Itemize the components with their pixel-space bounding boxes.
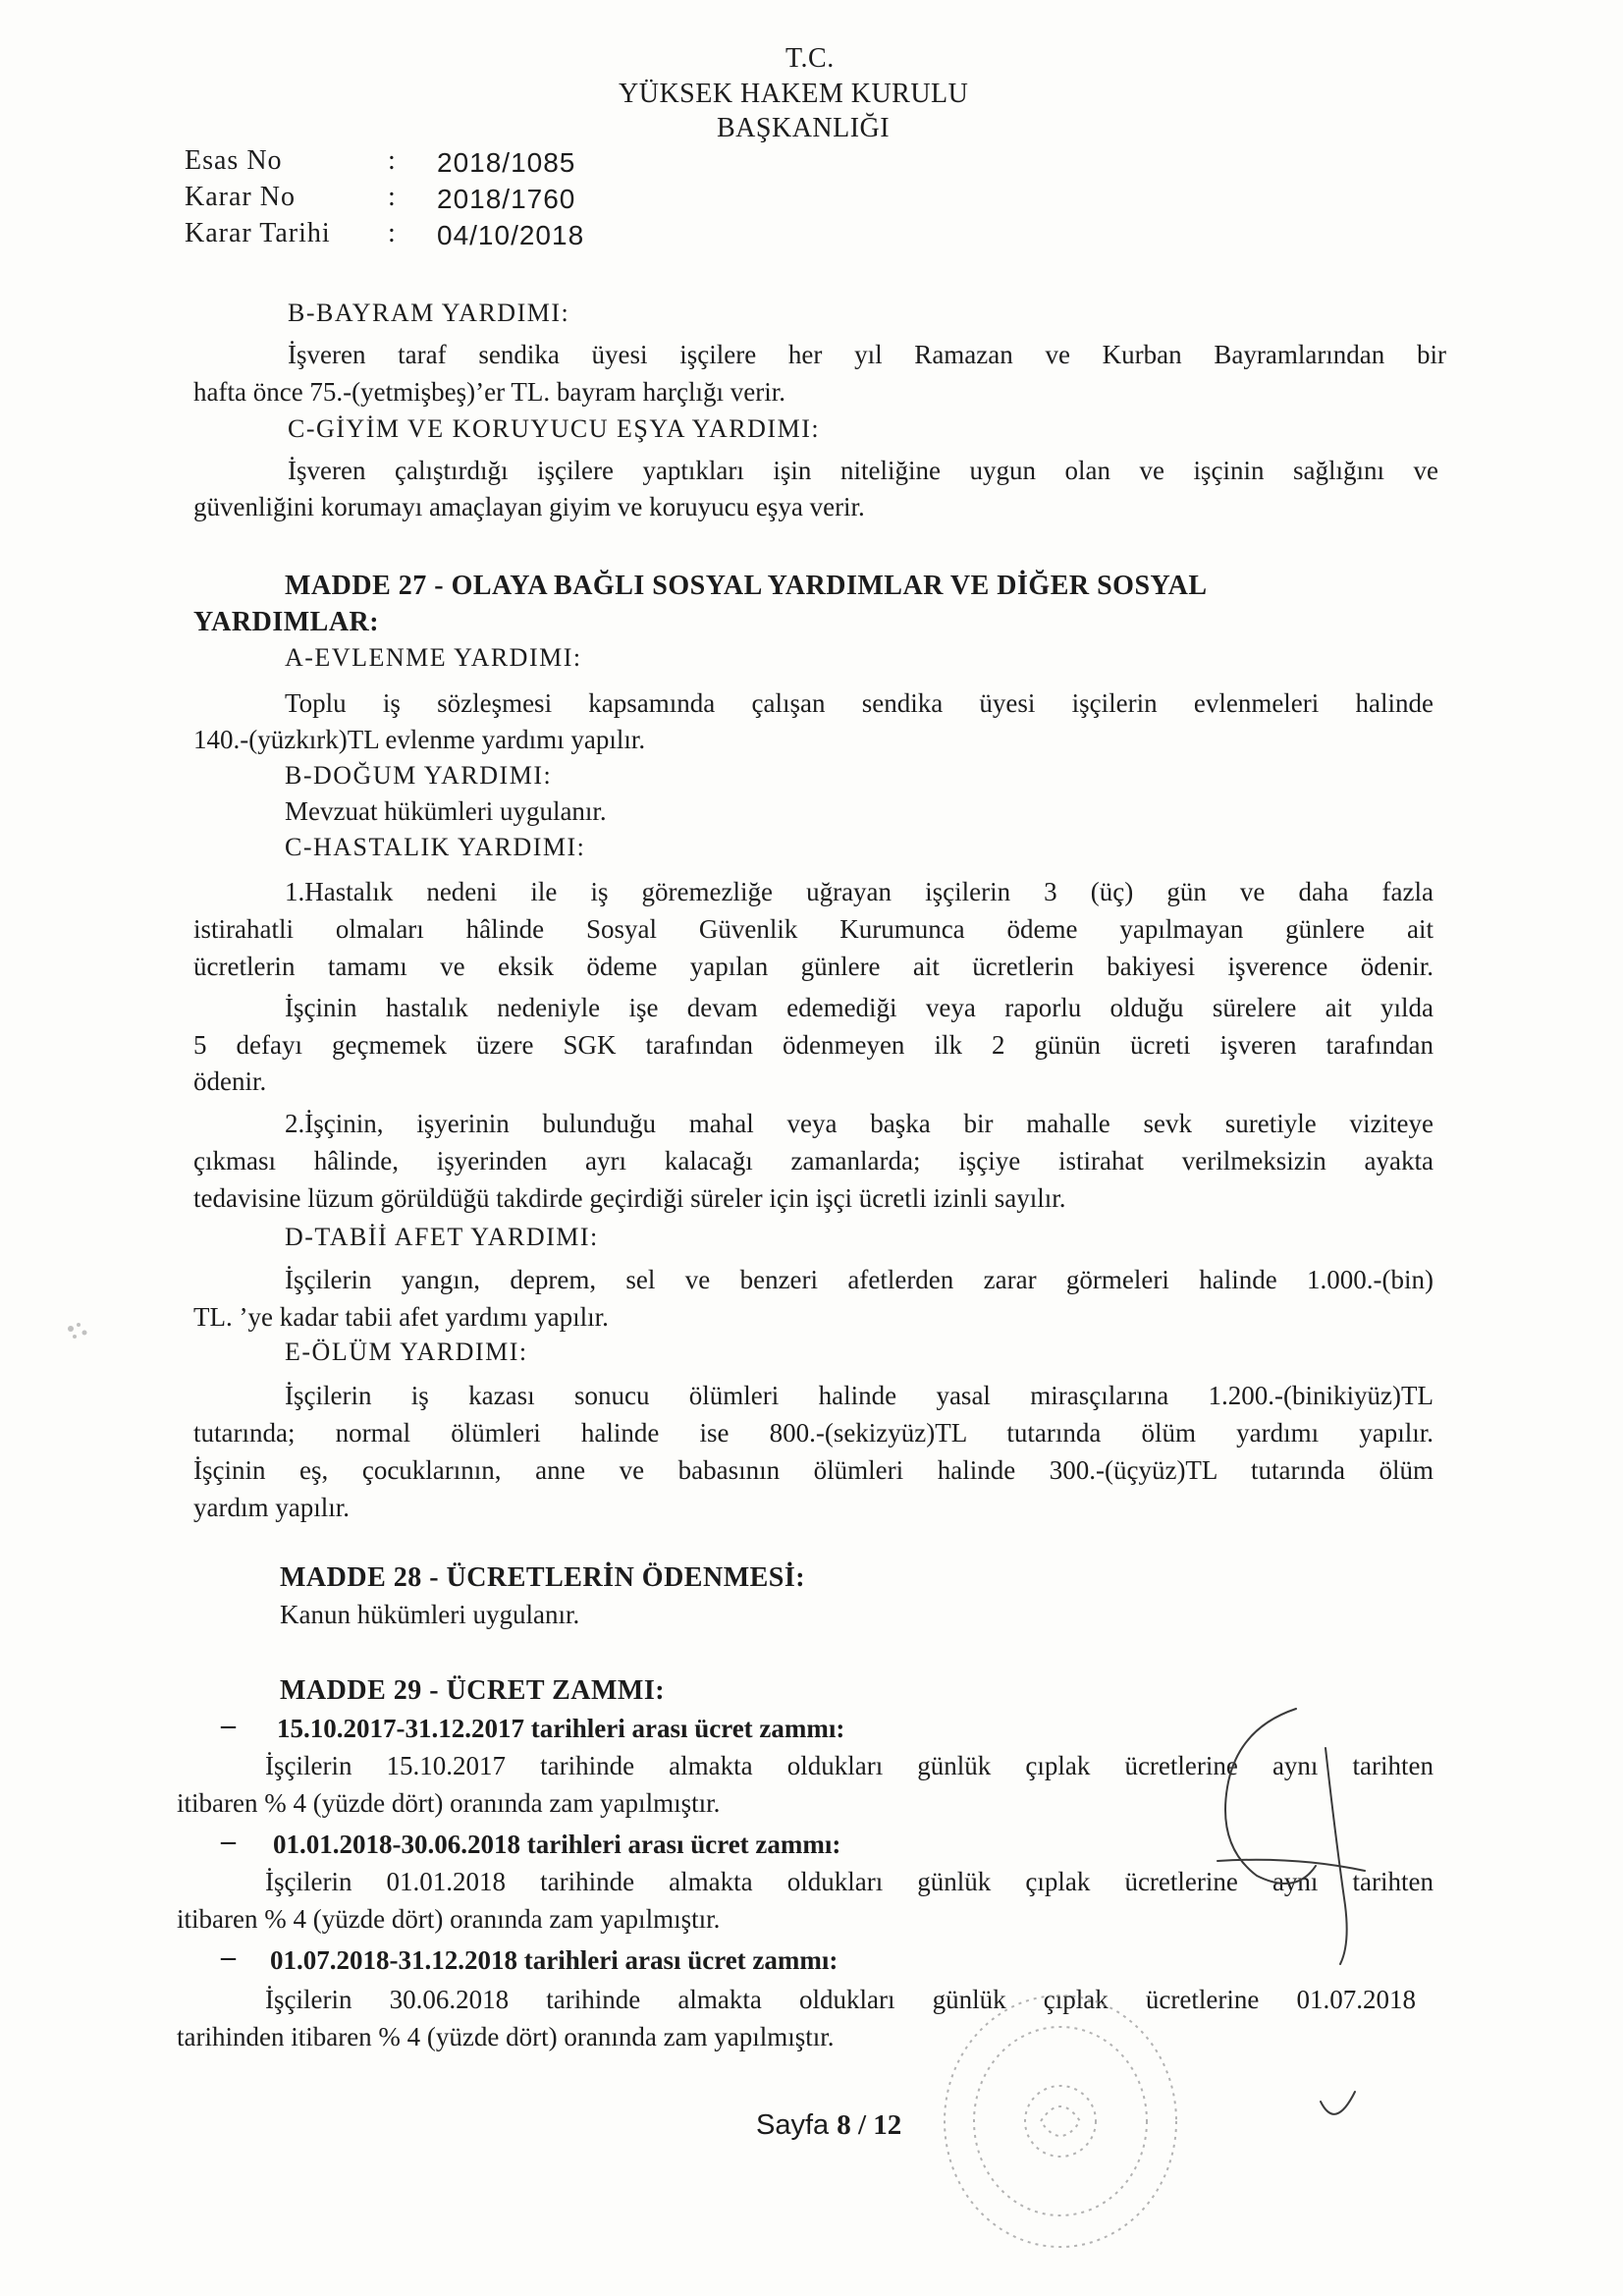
karar-value: 2018/1760 <box>437 184 576 214</box>
dogum-title: B-DOĞUM YARDIMI: <box>285 761 553 790</box>
madde28-title: MADDE 28 - ÜCRETLERİN ÖDENMESİ: <box>280 1562 806 1593</box>
hastalik-line1: 1.Hastalık nedeni ile iş göremezliğe uğrayan işçilerin 3 (üç) gün ve daha fazla <box>285 877 1434 906</box>
giyim-line1: İşveren çalıştırdığı işçilere yaptıkları işin niteliğine uygun olan ve işçinin sağlığını ve <box>288 456 1438 485</box>
hastalik-line7: 2.İşçinin, işyerinin bulunduğu mahal veya başka bir mahalle sevk suretiyle viziteye <box>285 1109 1434 1138</box>
esas-label: Esas No <box>185 145 283 176</box>
header-presidency: BAŞKANLIĞI <box>717 113 891 143</box>
bullet-dash-2: – <box>221 1825 236 1857</box>
madde27-title: MADDE 27 - OLAYA BAĞLI SOSYAL YARDIMLAR VE DİĞER SOSYAL <box>285 571 1208 601</box>
handwritten-signature-icon <box>1159 1689 1394 2160</box>
page-number <box>756 2109 901 2142</box>
hastalik-title: C-HASTALIK YARDIMI: <box>285 833 586 861</box>
page-label: Sayfa <box>756 2109 830 2141</box>
olum-line3: İşçinin eş, çocuklarının, anne ve babasının ölümleri halinde 300.-(üçyüz)TL tutarında ölüm <box>193 1455 1434 1485</box>
zam-period-1-title: 15.10.2017-31.12.2017 tarihleri arası ücret zammı: <box>277 1714 845 1743</box>
dogum-line1: Mevzuat hükümleri uygulanır. <box>285 796 607 826</box>
hastalik-line4: İşçinin hastalık nedeniyle işe devam edemediği veya raporlu olduğu sürelere ait yılda <box>285 993 1434 1022</box>
bayram-title: B-BAYRAM YARDIMI: <box>288 299 570 327</box>
giyim-line2: güvenliğini korumayı amaçlayan giyim ve koruyucu eşya verir. <box>193 492 865 521</box>
olum-title: E-ÖLÜM YARDIMI: <box>285 1338 528 1366</box>
olum-line1: İşçilerin iş kazası sonucu ölümleri halinde yasal mirasçılarına 1.200.-(binikiyüz)TL <box>285 1381 1434 1410</box>
header-institution: YÜKSEK HAKEM KURULU <box>619 79 969 109</box>
zam-period-2-line2: itibaren % 4 (yüzde dört) oranında zam yapılmıştır. <box>177 1904 721 1934</box>
zam-period-2-title: 01.01.2018-30.06.2018 tarihleri arası ücret zammı: <box>273 1830 841 1859</box>
evlenme-line2: 140.-(yüzkırk)TL evlenme yardımı yapılır. <box>193 725 646 754</box>
official-seal-icon <box>933 1984 1188 2259</box>
hastalik-line6: ödenir. <box>193 1066 267 1096</box>
zam-period-1-line2: itibaren % 4 (yüzde dört) oranında zam yapılmıştır. <box>177 1788 721 1818</box>
karar-label: Karar No <box>185 182 296 212</box>
hastalik-line9: tedavisine lüzum görüldüğü takdirde geçirdiği süreler için işçi ücretli izinli sayılır. <box>193 1183 1066 1213</box>
olum-line4: yardım yapılır. <box>193 1493 350 1522</box>
zam-period-3-title: 01.07.2018-31.12.2018 tarihleri arası ücret zammı: <box>270 1945 839 1975</box>
bullet-dash-3: – <box>221 1941 236 1973</box>
hastalik-line8: çıkması hâlinde, işyerinden ayrı kalacağı zamanlarda; işçiye istirahat verilmeksizin ayakta <box>193 1146 1434 1175</box>
olum-line2: tutarında; normal ölümleri halinde ise 800.-(sekizyüz)TL tutarında ölüm yardımı yapılır. <box>193 1418 1434 1448</box>
tarih-label: Karar Tarihi <box>185 218 331 248</box>
page-value: 8 / 12 <box>837 2109 902 2141</box>
afet-line2: TL. ’ye kadar tabii afet yardımı yapılır. <box>193 1302 609 1332</box>
evlenme-line1: Toplu iş sözleşmesi kapsamında çalışan sendika üyesi işçilerin evlenmeleri halinde <box>285 688 1434 718</box>
bullet-dash-1: – <box>221 1709 236 1741</box>
header-tc: T.C. <box>785 43 835 74</box>
zam-period-3-line2: tarihinden itibaren % 4 (yüzde dört) oranında zam yapılmıştır. <box>177 2022 835 2051</box>
bayram-line2: hafta önce 75.-(yetmişbeş)’er TL. bayram harçlığı verir. <box>193 377 786 407</box>
tarih-value: 04/10/2018 <box>437 220 585 250</box>
zam-period-1-line1: İşçilerin 15.10.2017 tarihinde almakta oldukları günlük çıplak ücretlerine aynı tarihten <box>265 1751 1434 1780</box>
hastalik-line2: istirahatli olmaları hâlinde Sosyal Güvenlik Kurumunca ödeme yapılmayan günlere ait <box>193 914 1434 944</box>
esas-value: 2018/1085 <box>437 147 576 178</box>
giyim-title: C-GİYİM VE KORUYUCU EŞYA YARDIMI: <box>288 414 821 443</box>
tarih-colon: : <box>388 218 396 248</box>
evlenme-title: A-EVLENME YARDIMI: <box>285 643 582 672</box>
madde28-line1: Kanun hükümleri uygulanır. <box>280 1600 580 1629</box>
ink-smudge-icon <box>59 1311 98 1350</box>
hastalik-line5: 5 defayı geçmemek üzere SGK tarafından ödenmeyen ilk 2 günün ücreti işveren tarafından <box>193 1030 1434 1060</box>
zam-period-3-line1: İşçilerin 30.06.2018 tarihinde almakta oldukları günlük çıplak ücretlerine 01.07.2018 <box>265 1985 1416 2014</box>
madde27-title-cont: YARDIMLAR: <box>193 607 380 637</box>
karar-colon: : <box>388 182 396 212</box>
esas-colon: : <box>388 145 396 176</box>
madde29-title: MADDE 29 - ÜCRET ZAMMI: <box>280 1675 666 1706</box>
zam-period-2-line1: İşçilerin 01.01.2018 tarihinde almakta oldukları günlük çıplak ücretlerine aynı tarihten <box>265 1867 1434 1896</box>
bayram-line1: İşveren taraf sendika üyesi işçilere her yıl Ramazan ve Kurban Bayramlarından bir <box>288 340 1446 369</box>
afet-title: D-TABİİ AFET YARDIMI: <box>285 1223 599 1251</box>
hastalik-line3: ücretlerin tamamı ve eksik ödeme yapılan günlere ait ücretlerin bakiyesi işverence ödenir. <box>193 952 1434 981</box>
afet-line1: İşçilerin yangın, deprem, sel ve benzeri afetlerden zarar görmeleri halinde 1.000.-(bin) <box>285 1265 1434 1294</box>
